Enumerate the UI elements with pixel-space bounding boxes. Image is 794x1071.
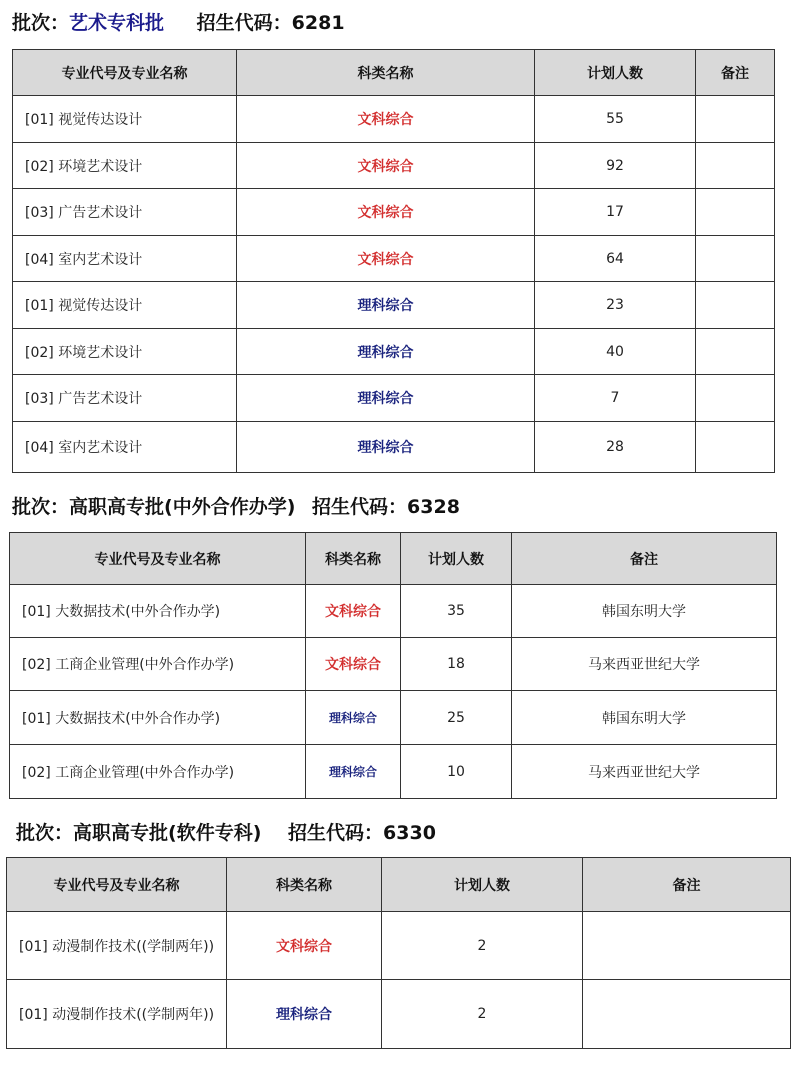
major-cell: [04] 室内艺术设计 (13, 236, 237, 282)
category-cell: 文科综合 (237, 236, 535, 282)
enroll-code: 6328 (407, 496, 460, 518)
note-cell (583, 980, 791, 1049)
category-cell: 文科综合 (227, 912, 382, 980)
batch-name: 高职高专批(中外合作办学) (69, 496, 296, 518)
major-cell: [01] 视觉传达设计 (13, 282, 237, 329)
batch-label: 批次： (12, 496, 70, 518)
note-cell: 马来西亚世纪大学 (512, 638, 777, 691)
batch-name: 高职高专批(软件专科) (73, 822, 262, 844)
section-title-2 (12, 492, 460, 519)
note-cell (696, 236, 775, 282)
enroll-code: 6330 (383, 822, 436, 844)
category-cell: 文科综合 (237, 96, 535, 143)
header-major: 专业代号及专业名称 (7, 858, 227, 912)
header-major: 专业代号及专业名称 (10, 533, 306, 585)
count-cell: 92 (535, 143, 696, 189)
category-cell: 文科综合 (237, 143, 535, 189)
category-cell: 文科综合 (237, 189, 535, 236)
table-row (13, 375, 775, 422)
note-cell (696, 143, 775, 189)
plan-table-2 (9, 532, 777, 799)
table-row (10, 745, 777, 799)
category-cell: 理科综合 (306, 691, 401, 745)
table-row (7, 980, 791, 1049)
count-cell: 25 (401, 691, 512, 745)
header-note: 备注 (583, 858, 791, 912)
note-cell (583, 912, 791, 980)
major-cell: [01] 大数据技术(中外合作办学) (10, 585, 306, 638)
count-cell: 17 (535, 189, 696, 236)
category-cell: 理科综合 (237, 282, 535, 329)
major-cell: [03] 广告艺术设计 (13, 375, 237, 422)
table-row (13, 143, 775, 189)
major-cell: [02] 工商企业管理(中外合作办学) (10, 745, 306, 799)
note-cell (696, 375, 775, 422)
count-cell: 35 (401, 585, 512, 638)
note-cell (696, 282, 775, 329)
major-cell: [02] 工商企业管理(中外合作办学) (10, 638, 306, 691)
count-cell: 28 (535, 422, 696, 473)
code-label: 招生代码： (196, 12, 292, 34)
note-cell: 韩国东明大学 (512, 691, 777, 745)
batch-label: 批次： (12, 12, 70, 34)
table-row (13, 236, 775, 282)
major-cell: [01] 动漫制作技术((学制两年)) (7, 980, 227, 1049)
header-category: 科类名称 (306, 533, 401, 585)
code-label: 招生代码： (312, 496, 408, 518)
major-cell: [01] 大数据技术(中外合作办学) (10, 691, 306, 745)
header-count: 计划人数 (401, 533, 512, 585)
count-cell: 40 (535, 329, 696, 375)
major-cell: [02] 环境艺术设计 (13, 329, 237, 375)
count-cell: 10 (401, 745, 512, 799)
table-row (13, 189, 775, 236)
plan-table-1 (12, 49, 775, 473)
count-cell: 2 (382, 912, 583, 980)
header-category: 科类名称 (227, 858, 382, 912)
table-row (10, 691, 777, 745)
header-category: 科类名称 (237, 50, 535, 96)
major-cell: [03] 广告艺术设计 (13, 189, 237, 236)
table-row (10, 638, 777, 691)
section-title-3 (16, 818, 436, 845)
count-cell: 18 (401, 638, 512, 691)
table-row (10, 585, 777, 638)
section-title-1 (12, 8, 345, 35)
batch-label: 批次： (16, 822, 74, 844)
category-cell: 文科综合 (306, 638, 401, 691)
major-cell: [04] 室内艺术设计 (13, 422, 237, 473)
category-cell: 理科综合 (237, 375, 535, 422)
table-row (7, 912, 791, 980)
note-cell: 韩国东明大学 (512, 585, 777, 638)
note-cell (696, 329, 775, 375)
major-cell: [01] 视觉传达设计 (13, 96, 237, 143)
category-cell: 理科综合 (237, 329, 535, 375)
header-count: 计划人数 (535, 50, 696, 96)
header-note: 备注 (696, 50, 775, 96)
category-cell: 文科综合 (306, 585, 401, 638)
plan-table-3 (6, 857, 791, 1049)
note-cell (696, 96, 775, 143)
code-label: 招生代码： (288, 822, 384, 844)
table-row (13, 282, 775, 329)
major-cell: [01] 动漫制作技术((学制两年)) (7, 912, 227, 980)
header-count: 计划人数 (382, 858, 583, 912)
note-cell: 马来西亚世纪大学 (512, 745, 777, 799)
category-cell: 理科综合 (237, 422, 535, 473)
count-cell: 7 (535, 375, 696, 422)
enroll-code: 6281 (291, 12, 345, 34)
header-major: 专业代号及专业名称 (13, 50, 237, 96)
major-cell: [02] 环境艺术设计 (13, 143, 237, 189)
count-cell: 2 (382, 980, 583, 1049)
table-row (13, 422, 775, 473)
count-cell: 64 (535, 236, 696, 282)
header-note: 备注 (512, 533, 777, 585)
category-cell: 理科综合 (306, 745, 401, 799)
note-cell (696, 189, 775, 236)
batch-name: 艺术专科批 (69, 12, 165, 34)
count-cell: 23 (535, 282, 696, 329)
count-cell: 55 (535, 96, 696, 143)
table-row (13, 96, 775, 143)
note-cell (696, 422, 775, 473)
table-row (13, 329, 775, 375)
category-cell: 理科综合 (227, 980, 382, 1049)
